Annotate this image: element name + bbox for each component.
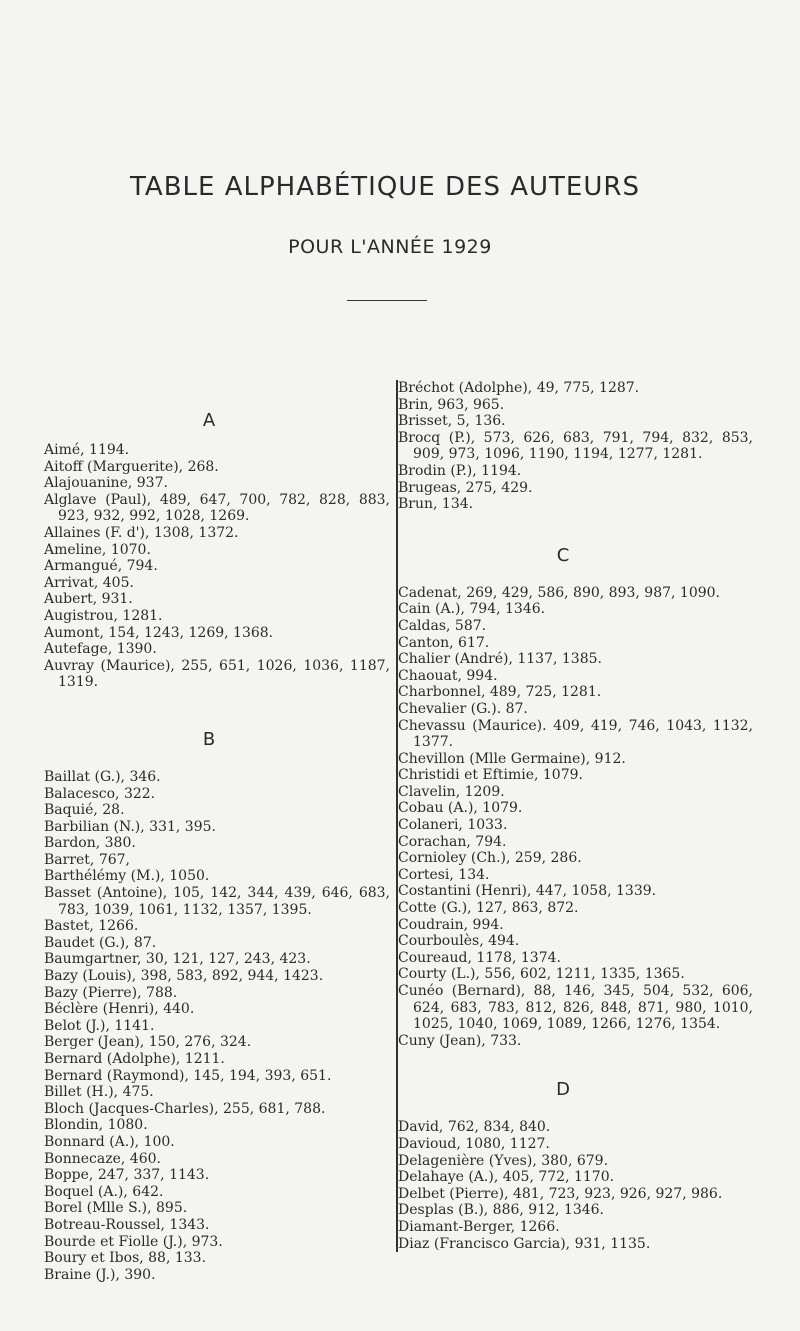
- author-entry: Delahaye (A.), 405, 772, 1170.: [398, 1169, 615, 1186]
- author-entry: Bonnecaze, 460.: [44, 1150, 161, 1167]
- author-entry: Botreau-Roussel, 1343.: [44, 1216, 210, 1233]
- author-entry: Cain (A.), 794, 1346.: [398, 601, 546, 618]
- author-entry: Bréchot (Adolphe), 49, 775, 1287.: [398, 380, 640, 396]
- author-entry: Basset (Antoine), 105, 142, 344, 439, 646, 683, 783, 1039, 1061, 1132, 1357, 1395.: [44, 885, 390, 918]
- author-entry: Aitoff (Marguerite), 268.: [44, 458, 219, 475]
- author-entry: Christidi et Eftimie, 1079.: [398, 767, 583, 784]
- section-letter-d: D: [556, 1079, 570, 1101]
- author-entry: Cuny (Jean), 733.: [398, 1032, 522, 1049]
- author-entry: Barret, 767,: [44, 851, 131, 868]
- author-entry: Arrivat, 405.: [44, 574, 134, 591]
- author-entry: Courty (L.), 556, 602, 1211, 1335, 1365.: [398, 966, 685, 983]
- author-entry: Delagenière (Yves), 380, 679.: [398, 1152, 609, 1169]
- author-entry: David, 762, 834, 840.: [398, 1119, 551, 1136]
- page-subtitle: POUR L'ANNÉE 1929: [288, 236, 492, 258]
- author-entry: Bazy (Pierre), 788.: [44, 984, 178, 1001]
- author-entry: Baquié, 28.: [44, 802, 125, 819]
- title-rule: [347, 300, 427, 301]
- author-entry: Boquel (A.), 642.: [44, 1183, 164, 1200]
- author-entry: Barthélémy (M.), 1050.: [44, 868, 210, 885]
- author-entry: Barbilian (N.), 331, 395.: [44, 818, 216, 835]
- author-entry: Cotte (G.), 127, 863, 872.: [398, 900, 579, 917]
- author-entry: Aumont, 154, 1243, 1269, 1368.: [44, 624, 274, 641]
- author-entry: Corachan, 794.: [398, 833, 507, 850]
- author-entry: Canton, 617.: [398, 634, 490, 651]
- author-entry: Aimé, 1194.: [44, 442, 130, 458]
- section-letter-c: C: [556, 544, 570, 566]
- author-entry: Clavelin, 1209.: [398, 783, 505, 800]
- author-entry: Cunéo (Bernard), 88, 146, 345, 504, 532, 606, 624, 683, 783, 812, 826, 848, 871, 980, 1010, 1025, 1040, 1069, 1089, 1266, 1276, 1354.: [398, 983, 753, 1033]
- author-entry: Chalier (André), 1137, 1385.: [398, 651, 602, 668]
- author-entry: Béclère (Henri), 440.: [44, 1001, 195, 1018]
- author-entry: Brun, 134.: [398, 496, 474, 513]
- author-entry: Armangué, 794.: [44, 558, 158, 575]
- author-entry: Davioud, 1080, 1127.: [398, 1135, 550, 1152]
- author-entry: Cadenat, 269, 429, 586, 890, 893, 987, 1090.: [398, 584, 721, 601]
- author-entry: Brin, 963, 965.: [398, 396, 505, 413]
- author-entry: Allaines (F. d'), 1308, 1372.: [44, 524, 239, 541]
- entries-d: [398, 1119, 738, 1252]
- author-entry: Bourde et Fiolle (J.), 973.: [44, 1233, 223, 1250]
- author-entry: Alglave (Paul), 489, 647, 700, 782, 828, 883, 923, 932, 992, 1028, 1269.: [44, 491, 390, 525]
- author-entry: Cobau (A.), 1079.: [398, 800, 523, 817]
- author-entry: Bardon, 380.: [44, 835, 136, 852]
- entries-b: [44, 768, 390, 1283]
- author-entry: Baillat (G.), 346.: [44, 768, 161, 785]
- author-entry: Baumgartner, 30, 121, 127, 243, 423.: [44, 951, 311, 968]
- entries-a: [44, 442, 390, 691]
- author-entry: Bonnard (A.), 100.: [44, 1133, 175, 1150]
- author-entry: Bloch (Jacques-Charles), 255, 681, 788.: [44, 1100, 326, 1117]
- author-entry: Borel (Mlle S.), 895.: [44, 1200, 188, 1217]
- author-entry: Chevillon (Mlle Germaine), 912.: [398, 750, 626, 767]
- author-entry: Chaouat, 994.: [398, 667, 498, 684]
- author-entry: Coureaud, 1178, 1374.: [398, 949, 561, 966]
- author-entry: Desplas (B.), 886, 912, 1346.: [398, 1202, 605, 1219]
- author-entry: Chevassu (Maurice). 409, 419, 746, 1043, 1132, 1377.: [398, 717, 753, 751]
- author-entry: Colaneri, 1033.: [398, 817, 508, 834]
- author-entry: Boury et Ibos, 88, 133.: [44, 1250, 207, 1267]
- author-entry: Bastet, 1266.: [44, 918, 139, 935]
- left-column: [44, 380, 390, 1283]
- page-title: TABLE ALPHABÉTIQUE DES AUTEURS: [130, 172, 640, 202]
- author-entry: Boppe, 247, 337, 1143.: [44, 1167, 210, 1184]
- author-entry: Brisset, 5, 136.: [398, 413, 506, 430]
- author-entry: Brugeas, 275, 429.: [398, 479, 533, 496]
- author-entry: Bernard (Raymond), 145, 194, 393, 651.: [44, 1067, 332, 1084]
- author-entry: Diaz (Francisco Garcia), 931, 1135.: [398, 1235, 651, 1252]
- author-entry: Braine (J.), 390.: [44, 1266, 156, 1283]
- author-entry: Cortesi, 134.: [398, 866, 490, 883]
- author-entry: Balacesco, 322.: [44, 785, 156, 802]
- author-entry: Chevalier (G.). 87.: [398, 700, 528, 717]
- author-entry: Coudrain, 994.: [398, 916, 504, 933]
- author-entry: Blondin, 1080.: [44, 1117, 148, 1134]
- section-letter-a: A: [202, 410, 216, 431]
- author-entry: Alajouanine, 937.: [44, 475, 168, 492]
- author-entry: Delbet (Pierre), 481, 723, 923, 926, 927, 986.: [398, 1185, 723, 1202]
- author-entry: Courboulès, 494.: [398, 933, 520, 950]
- author-entry: Baudet (G.), 87.: [44, 934, 157, 951]
- author-entry: Diamant-Berger, 1266.: [398, 1218, 560, 1235]
- author-entry: Augistrou, 1281.: [44, 607, 163, 624]
- author-entry: Ameline, 1070.: [44, 541, 151, 558]
- entries-c: [398, 584, 753, 1050]
- author-entry: Cornioley (Ch.), 259, 286.: [398, 850, 582, 867]
- author-entry: Aubert, 931.: [44, 591, 133, 608]
- section-letter-b: B: [202, 728, 216, 750]
- author-entry: Bernard (Adolphe), 1211.: [44, 1051, 225, 1067]
- author-entry: Charbonnel, 489, 725, 1281.: [398, 684, 602, 701]
- author-entry: Brodin (P.), 1194.: [398, 462, 522, 479]
- author-entry: Caldas, 587.: [398, 617, 487, 634]
- right-column: [396, 380, 753, 1252]
- author-entry: Costantini (Henri), 447, 1058, 1339.: [398, 883, 657, 900]
- author-entry: Belot (J.), 1141.: [44, 1017, 155, 1034]
- entries-a-continued: [398, 380, 753, 513]
- author-entry: Auvray (Maurice), 255, 651, 1026, 1036, 1187, 1319.: [44, 657, 390, 691]
- author-entry: Bazy (Louis), 398, 583, 892, 944, 1423.: [44, 968, 324, 985]
- author-entry: Berger (Jean), 150, 276, 324.: [44, 1034, 252, 1051]
- author-entry: Autefage, 1390.: [44, 641, 157, 658]
- author-entry: Billet (H.), 475.: [44, 1084, 154, 1101]
- author-entry: Brocq (P.), 573, 626, 683, 791, 794, 832, 853, 909, 973, 1096, 1190, 1194, 1277, 1281.: [398, 429, 753, 463]
